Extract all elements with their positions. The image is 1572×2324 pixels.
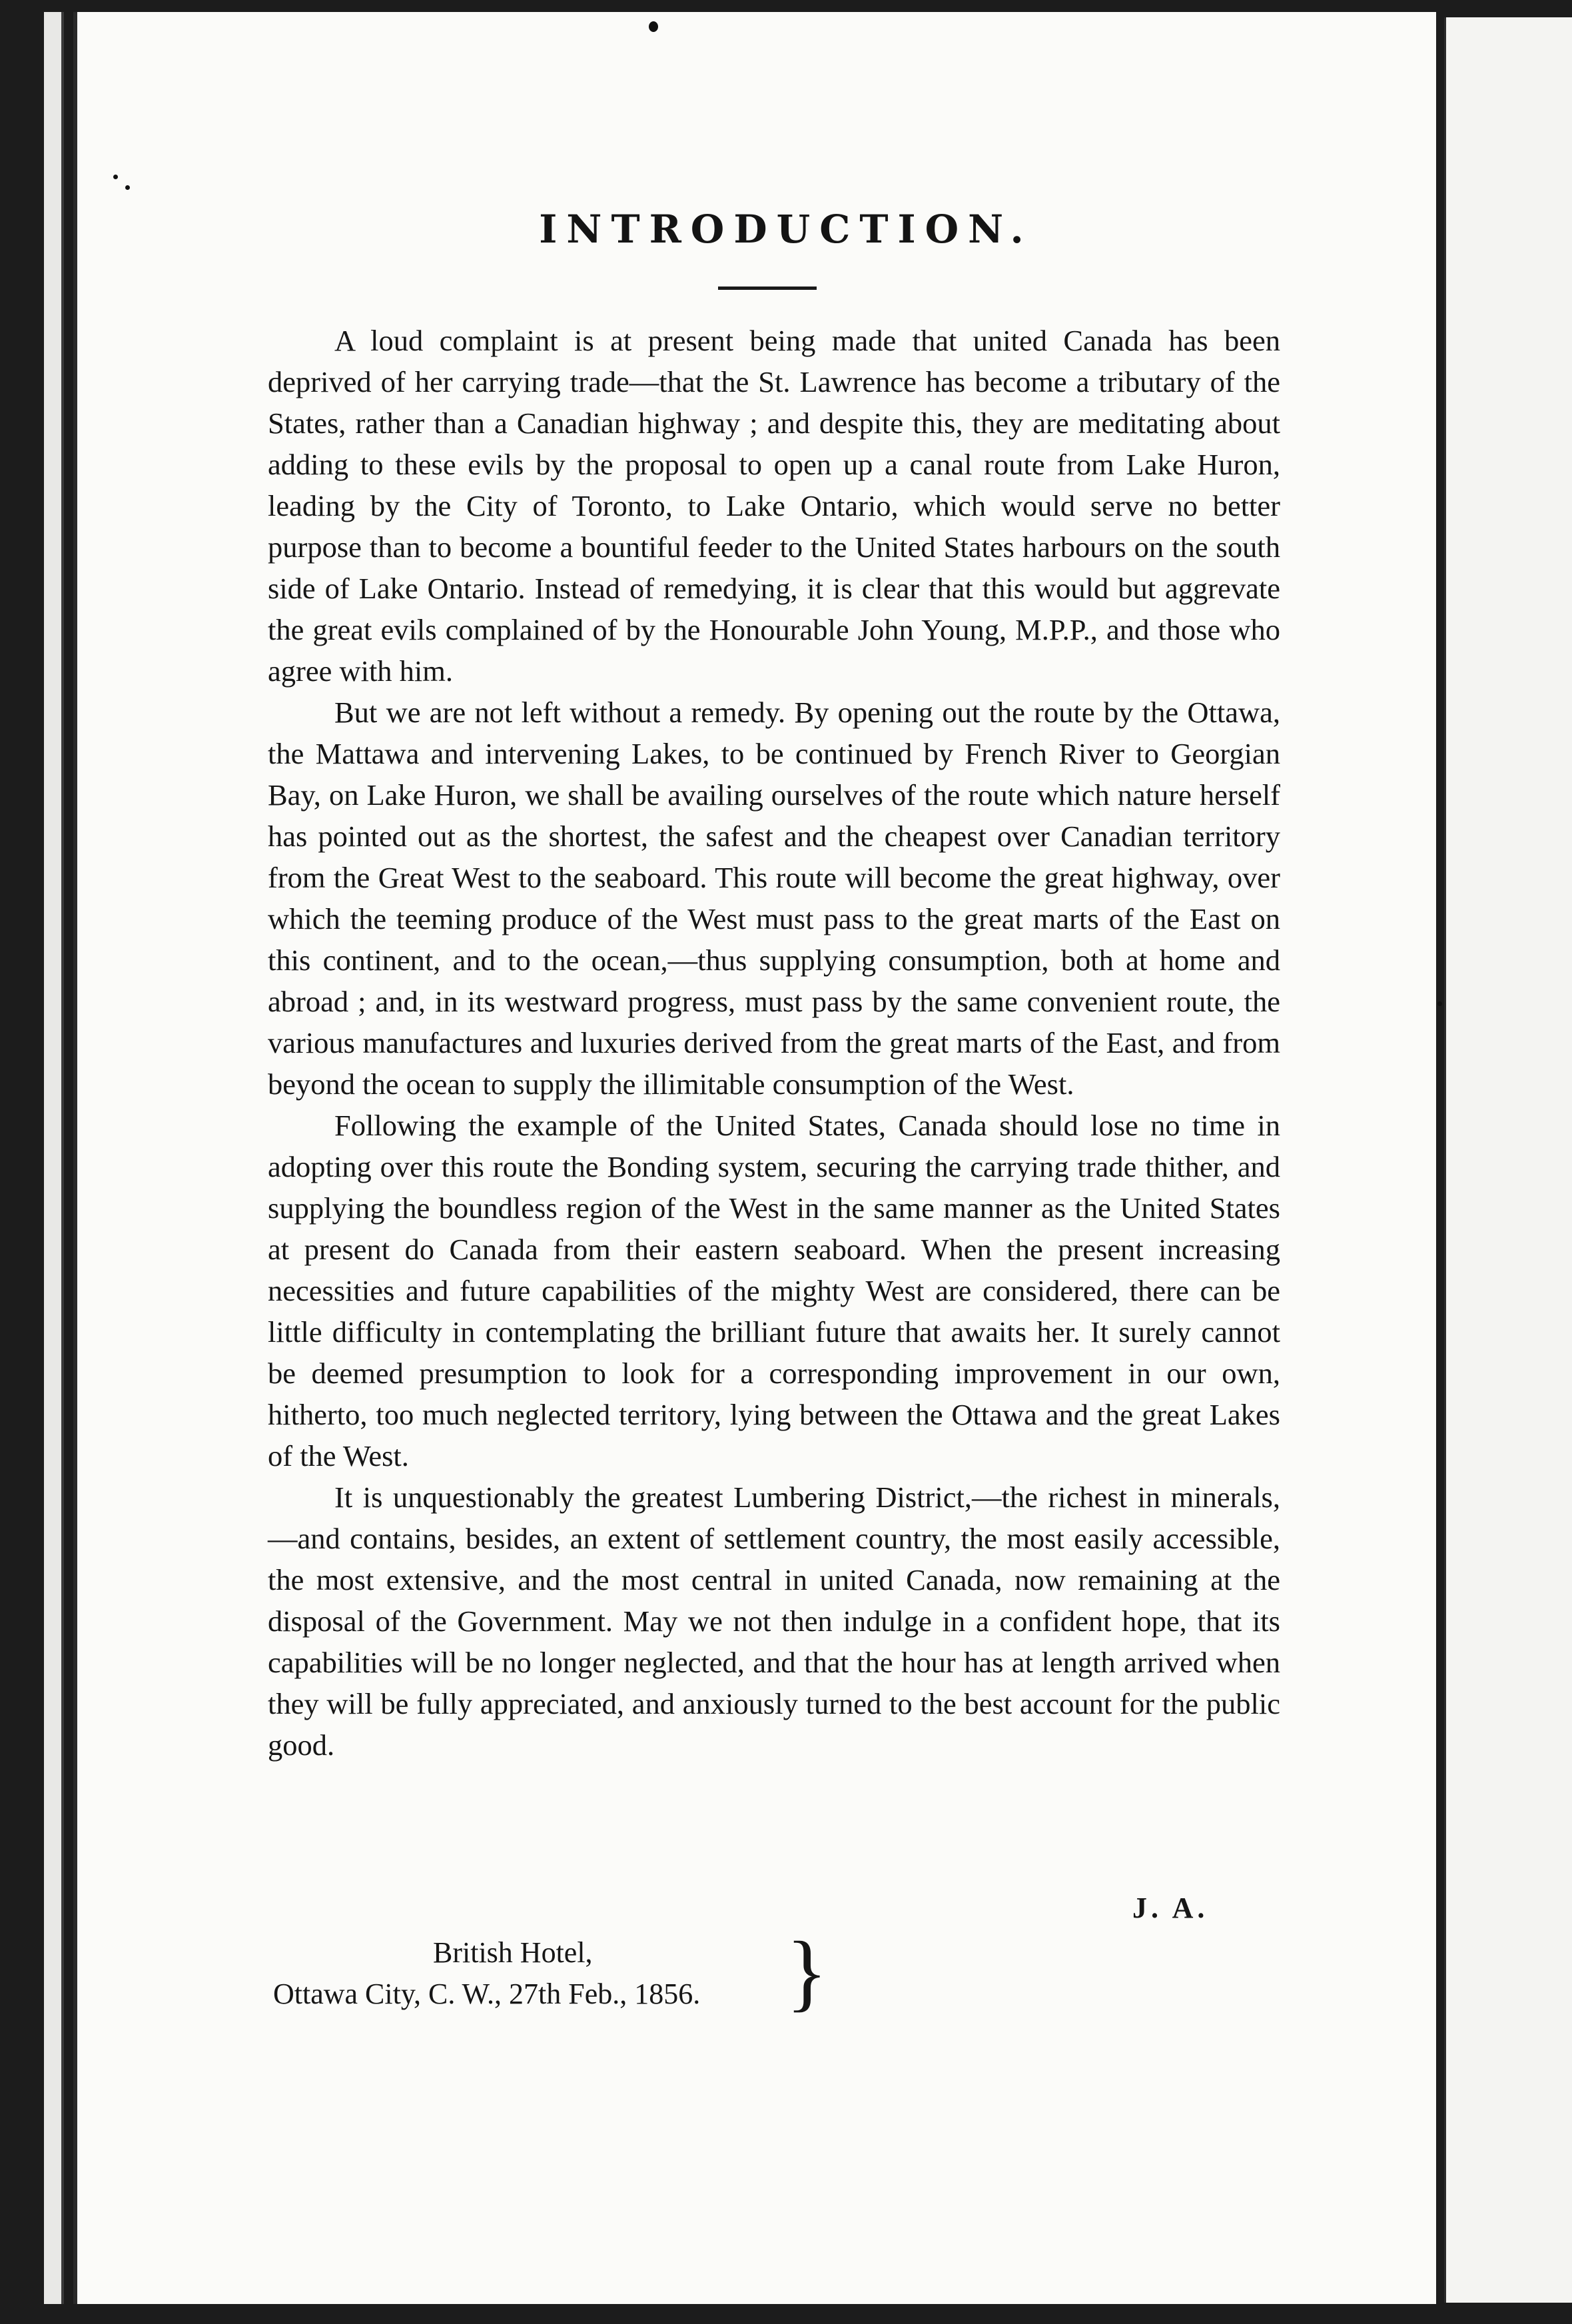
ink-speck (125, 185, 130, 190)
paragraph: But we are not left without a remedy. By opening out the route by the Ottawa, the Mattawa and intervening Lakes, to be continued by French River to Georgian Bay, on Lake Huron, we shall be availing ourselves of the route which nature herself has pointed out as the shortest, the safest and the cheapest over Canadian territory from the Great West to the seaboard. This route will become the great highway, over which the teeming produce of the West must pass to the great marts of the East on this continent, and to the ocean,—thus supplying consumption, both at home and abroad ; and, in its westward progress, must pass by the same convenient route, the various manufactures and luxuries derived from the great marts of the East, and from beyond the ocean to supply the illimitable consumption of the West. (268, 696, 1280, 1101)
paragraph: A loud complaint is at present being made that united Canada has been deprived of her carrying trade—that the St. Lawrence has become a tributary of the States, rather than a Canadian highway ; and despite this, they are meditating about adding to these evils by the proposal to open up a canal route from Lake Huron, leading by the City of Toronto, to Lake Ontario, which would serve no better purpose than to become a bountiful feeder to the United States harbours on the south side of Lake Ontario. Instead of remedying, it is clear that this would but aggrevate the great evils complained of by the Honourable John Young, M.P.P., and those who agree with him. (268, 324, 1280, 688)
dateline-place: British Hotel, (433, 1936, 593, 1969)
ink-speck (113, 175, 118, 179)
dateline-date: Ottawa City, C. W., 27th Feb., 1856. (273, 1978, 701, 2010)
paragraph: Following the example of the United States, Canada should lose no time in adopting over this route the Bonding system, securing the carrying trade thither, and supplying the boundless region of the West in the same manner as the United States at present do Canada from their eastern seaboard. When the present increasing necessities and future capabilities of the mighty West are considered, there can be little difficulty in contemplating the brilliant future that awaits her. It surely cannot be deemed presumption to look for a corresponding improvement in our own, hitherto, too much neglected territory, lying between the Ottawa and the great Lakes of the West. (268, 1109, 1280, 1472)
title-divider (718, 287, 817, 290)
body-text (268, 320, 1280, 1766)
next-page-edge (1444, 17, 1572, 2303)
left-binding-edge (44, 12, 64, 2304)
brace-mark: } (786, 1924, 828, 2020)
ink-speck (649, 21, 658, 32)
dateline (273, 1932, 700, 2015)
author-initials: J. A. (1132, 1892, 1209, 1924)
paragraph: It is unquestionably the greatest Lumbering District,—the richest in minerals,—and contains, besides, an extent of settlement country, the most easily accessible, the most extensive, and the most central in united Canada, now remaining at the disposal of the Government. May we not then indulge in a confident hope, that its capabilities will be no longer neglected, and that the hour has at length arrived when they will be fully appreciated, and anxiously turned to the best account for the public good. (268, 1480, 1280, 1762)
ink-speck (1437, 1001, 1442, 1006)
page-title: INTRODUCTION. (539, 207, 1033, 252)
